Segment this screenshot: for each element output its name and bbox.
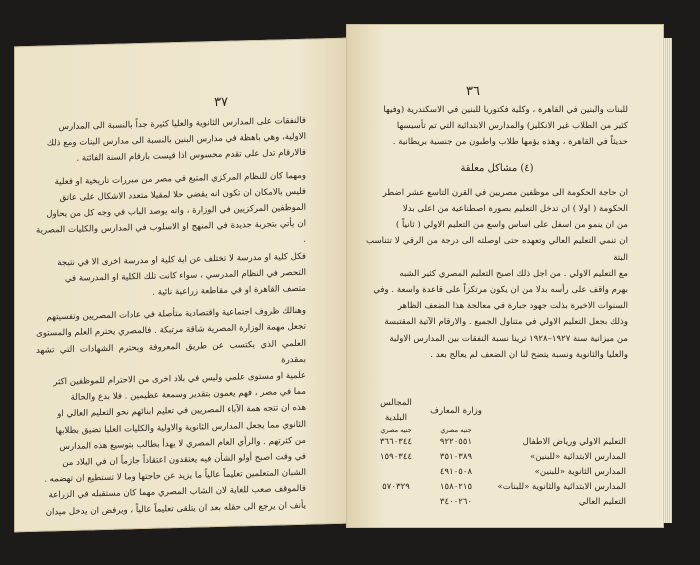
left-page-number: ٣٧ <box>214 94 228 111</box>
table-cell-municipal <box>366 495 426 510</box>
text-line: هذه ان تتجه همة الآباء المصريين في تعليم ابنائهم نحو التعليم العالي او <box>57 403 306 420</box>
text-line: الحكومة ( اولا ) ان تدخل التعليم بصورة اصطناعية من اعلى بدلا <box>402 204 628 215</box>
text-line: كثير من الطلاب غير الانكليز) والمدارس الابتدائية التي تم تأسيسها <box>396 121 628 132</box>
text-line: التحصر في النظام المدرسي ، سواء كانت تلك الكلية او المدرسة في <box>64 267 306 284</box>
table-cell-ministry: ٣٤٠٠٢٦٠ <box>439 497 473 507</box>
text-line: ان يأتي بتجربة جديدة في المنهج او الاسلوب في المدارس والكليات المصرية . <box>36 218 306 246</box>
table-cell-category: المدارس الابتدائية والثانوية «للبنات» <box>497 482 626 492</box>
text-line: من كثرتهم . والرأي العام المصري لا يهدأ بطالب بتوسيع هذه المدارس <box>59 435 306 453</box>
table-cell-ministry: ٩٢٢٠٥٥١ <box>439 437 473 447</box>
text-line: من ميزانية سنة ١٩٢٧–١٩٢٨ ترينا نسبة النفقات بين المدارس الاولية <box>389 333 628 344</box>
table-header-ministry: وزارة المعارف <box>430 405 482 416</box>
table-cell-category: المدارس الثانوية «للبنين» <box>534 467 626 477</box>
text-line: السنوات الاخيرة بذلت جهود جبارة في معالجة هذا الضعف الظاهر <box>397 301 628 312</box>
right-page-text <box>366 102 628 363</box>
page-edges <box>662 38 672 523</box>
text-line: ان تنمي التعليم العالي وتعهده حتى اوصلته الى درجة من الرقي لا تتناسب البتة <box>366 236 628 263</box>
text-line: الشبان المتعلمين تعليماً عالياً ما يزيد عن حاجتها وما لا تستطيع ان تهضمه . <box>44 467 306 485</box>
table-cell-category: التعليم الاولي ورياض الاطفال <box>522 437 626 447</box>
table-row <box>366 480 628 495</box>
text-line: يأنف ان يرجع الى حقله بعد ان يتلقى تعليماً عالياً ، ويرفض ان يدخل ميدان <box>45 500 306 518</box>
open-book <box>14 18 678 538</box>
text-line: في وقت اصبح أولو الشأن فيه يعتقدون اعتقاداً جازماً ان في البلاد من <box>62 451 306 469</box>
text-line: فكل كلية او مدرسة لا تختلف عن اية كلية او مدرسة اخرى الا في نتيجة <box>57 251 306 268</box>
text-line: والعليا والثانوية ونسبة يتضح لنا ان الضعف لم يعالج بعد . <box>430 349 628 360</box>
table-header-municipal: المجالس البلدية <box>380 398 412 423</box>
table-row <box>366 435 628 450</box>
budget-table <box>366 396 628 510</box>
text-line: حديثاً في القاهرة ، وهذه يؤمها طلاب واطبون من جنسية بريطانية . <box>392 137 628 148</box>
text-line: فليس بالامكان ان تكون انه يقضي حلا لمقيلا متعدد الاشكال على عاتق <box>59 186 306 203</box>
text-line: فالنفقات على المدارس الثانوية والعليا كثيرة جداً بالنسبة الى المدارس <box>58 115 306 133</box>
text-line: الاولية، وهي باهظة في مدارس البنين بالنسبة الى مدارس البنات ومع ذلك <box>46 131 306 149</box>
left-page <box>14 38 348 533</box>
table-row <box>366 465 628 480</box>
right-page <box>346 24 664 528</box>
table-cell-category: المدارس الابتدائية «للبنين» <box>529 452 626 462</box>
right-page-number: ٣٦ <box>466 84 480 99</box>
text-line: فالموقف صعب للغاية لان الشاب المصري مهما كان مستقبله في الزراعة <box>48 484 306 501</box>
text-line: متصف القاهرة او في مقاطعة زراعية نائية . <box>152 283 306 298</box>
table-row <box>366 450 628 465</box>
text-line: وهنالك ظروف اجتماعية واقتصادية متأصلة في عادات المصريين وتفسيتهم <box>46 305 306 323</box>
table-cell-category: التعليم العالي <box>578 497 626 507</box>
table-row <box>366 495 628 510</box>
table-cell-municipal: ٥٧٠٣٢٩ <box>382 482 410 492</box>
text-line: علمية او مستوى علمي وليس في بلاد اخرى من الاحترام للموظفين اكثر <box>53 370 306 388</box>
text-line: مما في مصر ، فهم يعمون بتقدير وسمعة عظيمين . فلا بدع والحالة <box>70 386 306 404</box>
text-line: للبنات والبنين في القاهرة ، وكلية فكتوريا للبنين في الاسكندرية (وفيها <box>383 105 628 115</box>
table-cell-municipal: ١٥٩٠٣٤٤ <box>379 452 413 462</box>
text-line: الثانوي مما يجعل المدارس الثانوية والاولية والكليات العليا تضيق بطلابها <box>55 419 306 436</box>
right-bottom-paragraph <box>366 185 628 363</box>
table-cell-ministry: ١٥٨٠٢١٥ <box>439 482 473 492</box>
table-cell-ministry: ٣٥١٠٣٨٩ <box>439 452 473 462</box>
text-line: تجعل مهمة الوزارة المصرية شاقة مرتبكة . فالمصري يحترم العلم والمستوى <box>36 322 306 340</box>
text-line: بهرم واقف على رأسه بدلا من ان يكون مرتكزاً على قاعدة واسعة . وفي <box>373 285 628 296</box>
left-page-text <box>36 113 306 521</box>
right-top-paragraph <box>366 102 628 151</box>
text-line: الموظفين المركزيين في الوزارة ، وانه يوصد الباب في وجه كل من يحاول <box>46 202 306 220</box>
text-line: فالارقام تدل على تقدم محسوس اذا قيست بارقام السنة الفائتة . <box>76 148 306 165</box>
table-unit-ministry: جنيه مصري <box>440 426 472 434</box>
table-cell-municipal <box>366 465 426 480</box>
text-line: ان حاجة الحكومة الى موظفين مصريين في القرن التاسع عشر اضطر <box>382 187 628 198</box>
text-line: من ان ينمو من اسفل على اساس واسع من التعليم الاولي ( ثانياً ) <box>395 220 628 231</box>
text-line: ومهما كان للنظام المركزي المتبع في مصر من مبررات تاريخية او فعلية <box>54 170 306 187</box>
text-line: مع التعليم الاولي . من اجل ذلك اصبح التعليم المصري كثير الشبه <box>399 268 628 279</box>
text-line: العلمي الذي يكتسب عن طريق المعروفة ويحترم الشهادات التي تشهد بمقدرة <box>36 338 306 366</box>
section-heading: (٤) مشاكل معلقة <box>460 162 534 174</box>
table-cell-municipal: ٣٦٦٠٣٤٤ <box>379 437 413 447</box>
text-line: وذلك بجعل التعليم الاولي في متناول الجميع . والارقام الآتية المقتبسة <box>384 317 628 328</box>
table-cell-ministry: ٤٩١٠٥٠٨ <box>439 467 473 477</box>
table-unit-municipal: جنيه مصري <box>380 426 412 434</box>
